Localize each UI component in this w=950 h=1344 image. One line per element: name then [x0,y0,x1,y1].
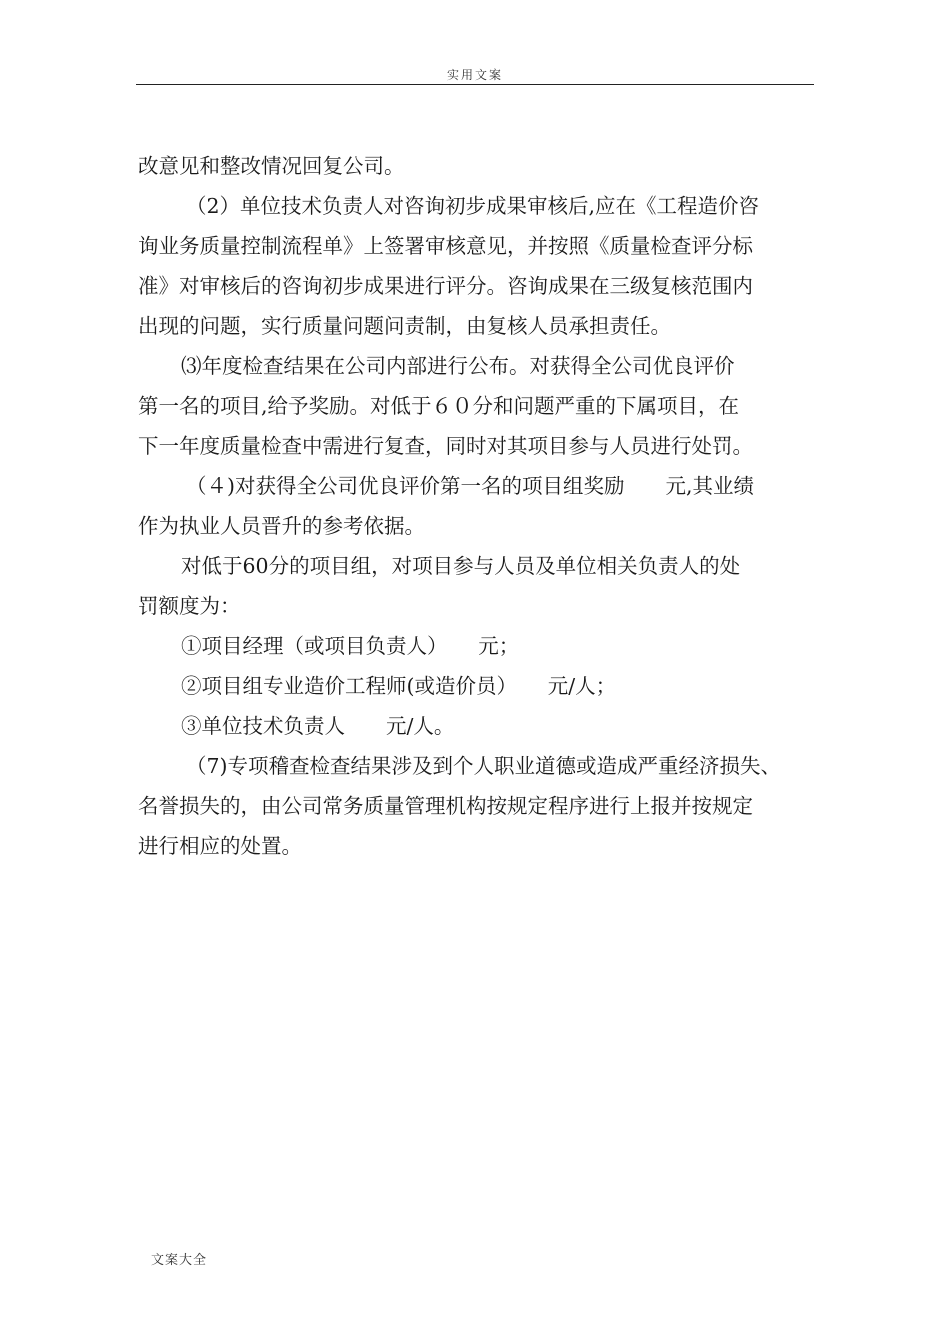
document-body [138,146,828,866]
text-line: 第一名的项目,给予奖励。对低于６０分和问题严重的下属项目，在 [138,394,740,418]
text-line: ②项目组专业造价工程师(或造价员） 元/人； [181,674,617,698]
text-line: （４)对获得全公司优良评价第一名的项目组奖励 元,其业绩 [186,474,755,498]
text-line: 准》对审核后的咨询初步成果进行评分。咨询成果在三级复核范围内 [138,274,753,298]
page-header: 实用文案 [446,68,503,82]
text-line: 罚额度为： [138,594,241,618]
text-line: 对低于60分的项目组，对项目参与人员及单位相关负责人的处 [181,554,741,578]
text-line: ⑶年度检查结果在公司内部进行公布。对获得全公司优良评价 [181,354,735,378]
text-line: 改意见和整改情况回复公司。 [138,154,405,178]
text-line: 作为执业人员晋升的参考依据。 [138,514,425,538]
text-line: 进行相应的处置。 [138,834,302,858]
text-line: ③单位技术负责人 元/人。 [181,714,455,738]
text-line: （7)专项稽查检查结果涉及到个人职业道德或造成严重经济损失、 [186,754,782,778]
text-line: 出现的问题，实行质量问题问责制，由复核人员承担责任。 [138,314,671,338]
text-line: （2）单位技术负责人对咨询初步成果审核后,应在《工程造价咨 [186,194,760,218]
text-line: 询业务质量控制流程单》上签署审核意见，并按照《质量检查评分标 [138,234,753,258]
text-line: 下一年度质量检查中需进行复查，同时对其项目参与人员进行处罚。 [138,434,753,458]
header-divider [136,84,814,85]
page-footer: 文案大全 [151,1253,208,1268]
text-line: ①项目经理（或项目负责人） 元； [181,634,520,658]
text-line: 名誉损失的，由公司常务质量管理机构按规定程序进行上报并按规定 [138,794,753,818]
